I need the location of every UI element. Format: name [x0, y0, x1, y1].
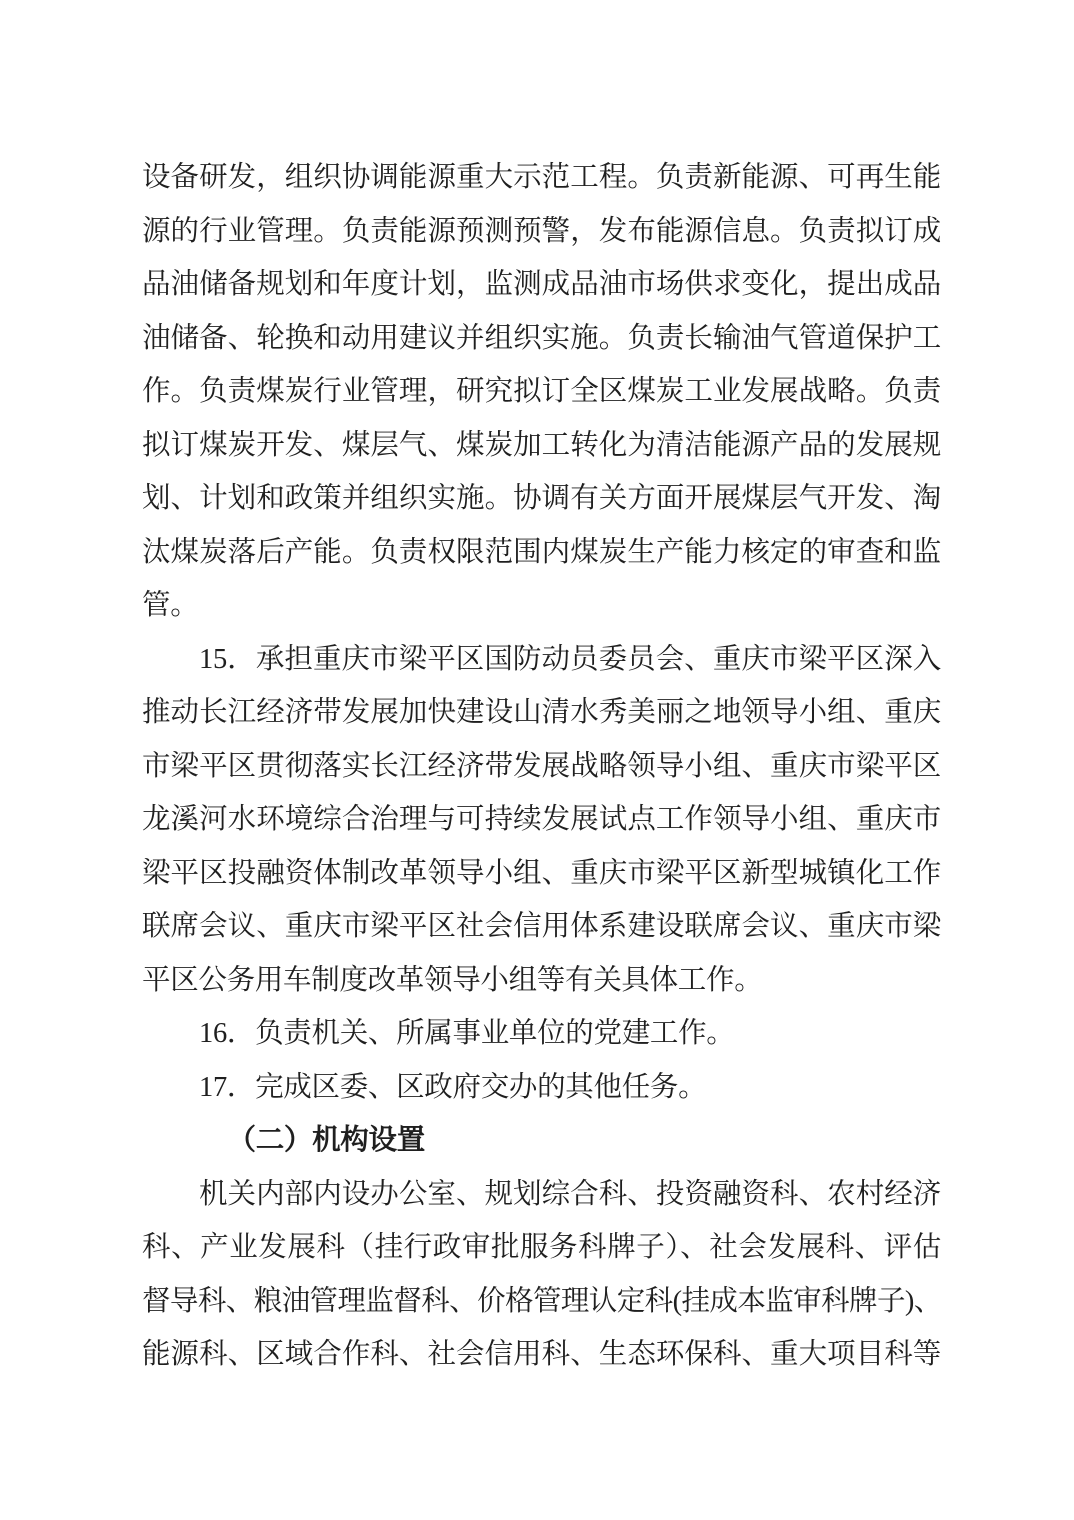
document-line-item-16: 16．负责机关、所属事业单位的党建工作。: [199, 1018, 735, 1049]
document-line: 龙溪河水环境综合治理与可持续发展试点工作领导小组、重庆市: [142, 804, 941, 835]
document-line: 梁平区投融资体制改革领导小组、重庆市梁平区新型城镇化工作: [142, 857, 941, 889]
document-line: 设备研发，组织协调能源重大示范工程。负责新能源、可再生能: [142, 162, 941, 193]
document-line: 督导科、粮油管理监督科、价格管理认定科(挂成本监审科牌子)、: [142, 1285, 941, 1317]
document-line: 联席会议、重庆市梁平区社会信用体系建设联席会议、重庆市梁: [142, 911, 941, 942]
document-line: 推动长江经济带发展加快建设山清水秀美丽之地领导小组、重庆: [142, 697, 941, 728]
document-line-item-17: 17．完成区委、区政府交办的其他任务。: [199, 1071, 707, 1103]
document-line: 平区公务用车制度改革领导小组等有关具体工作。: [142, 964, 763, 996]
document-line: 拟订煤炭开发、煤层气、煤炭加工转化为清洁能源产品的发展规: [142, 429, 941, 461]
document-line: 机关内部内设办公室、规划综合科、投资融资科、农村经济: [199, 1178, 941, 1210]
document-line: 市梁平区贯彻落实长江经济带发展战略领导小组、重庆市梁平区: [142, 750, 941, 782]
document-line: 能源科、区域合作科、社会信用科、生态环保科、重大项目科等: [142, 1339, 941, 1370]
section-heading: （二）机构设置: [227, 1125, 425, 1156]
document-text-block: [142, 151, 941, 1382]
document-line: 科、产业发展科（挂行政审批服务科牌子）、社会发展科、评估: [142, 1232, 941, 1263]
document-line: 管。: [142, 590, 199, 621]
document-line: 油储备、轮换和动用建议并组织实施。负责长输油气管道保护工: [142, 322, 941, 354]
document-line: 品油储备规划和年度计划，监测成品油市场供求变化，提出成品: [142, 269, 941, 300]
document-line: 汰煤炭落后产能。负责权限范围内煤炭生产能力核定的审查和监: [142, 536, 941, 568]
document-line: 源的行业管理。负责能源预测预警，发布能源信息。负责拟订成: [142, 215, 941, 247]
document-line: 划、计划和政策并组织实施。协调有关方面开展煤层气开发、淘: [142, 483, 941, 514]
document-line: 作。负责煤炭行业管理，研究拟订全区煤炭工业发展战略。负责: [142, 376, 941, 407]
document-line-item-15: 15．承担重庆市梁平区国防动员委员会、重庆市梁平区深入: [199, 643, 941, 675]
